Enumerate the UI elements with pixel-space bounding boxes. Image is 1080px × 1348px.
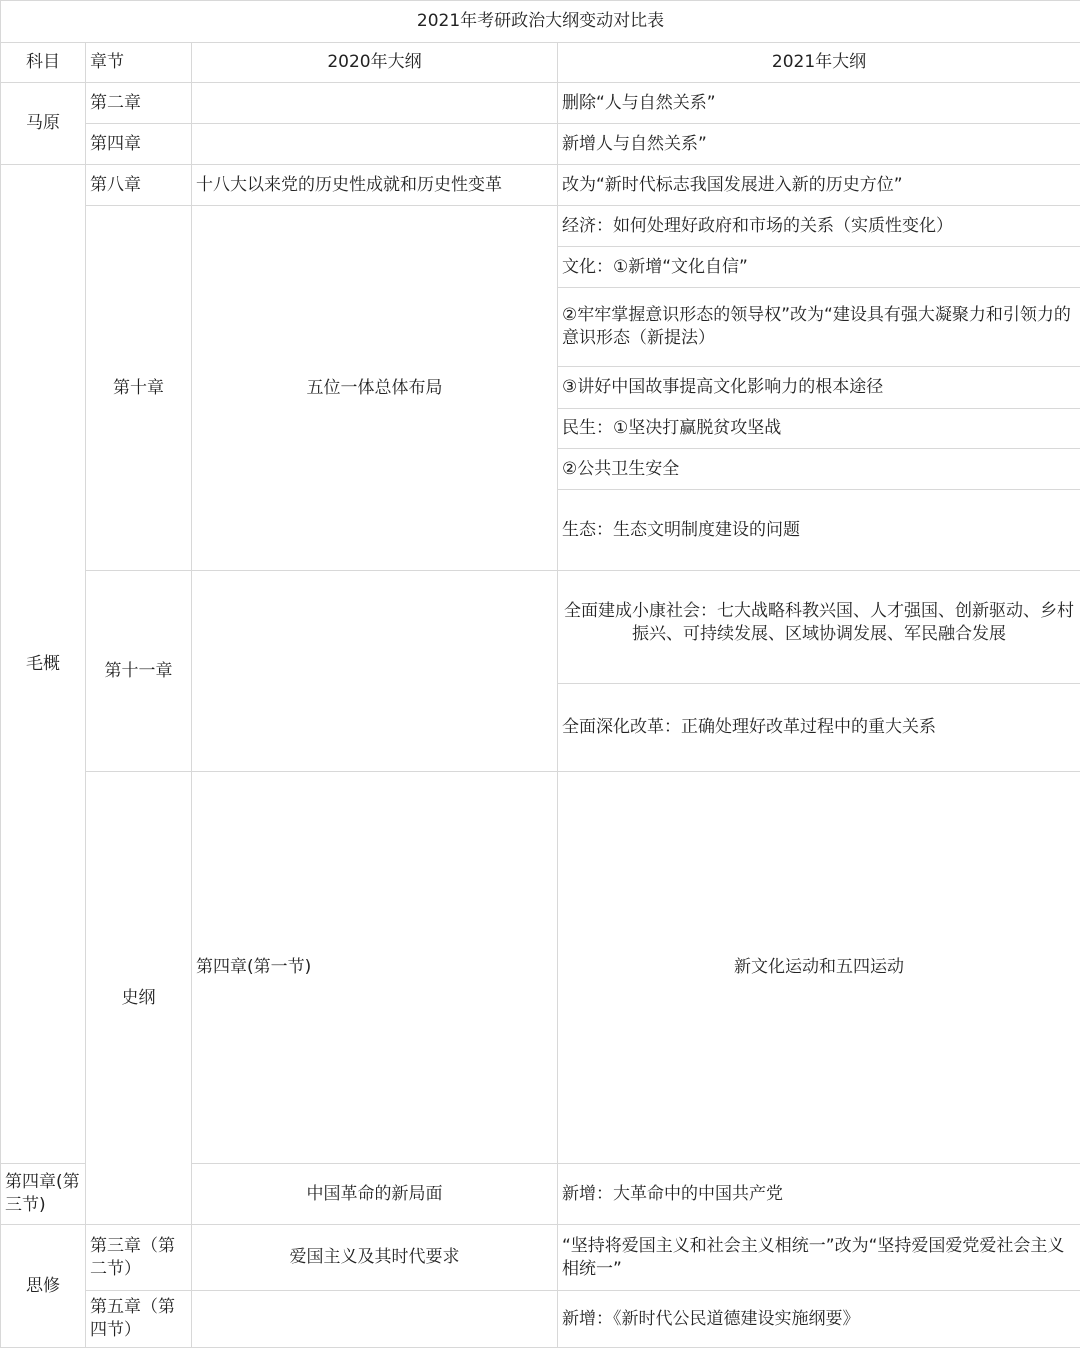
outline-2021-cell: 经济：如何处理好政府和市场的关系（实质性变化） [558,206,1080,247]
outline-2021-cell: 新增：大革命中的中国共产党 [558,1164,1080,1225]
outline-2020-cell: 新文化运动和五四运动 [558,772,1080,1164]
outline-2020-cell: 爱国主义及其时代要求 [192,1225,558,1291]
chapter-cell: 第十一章 [86,571,192,772]
header-subject: 科目 [1,43,86,83]
outline-2021-cell: 全面建成小康社会：七大战略科教兴国、人才强国、创新驱动、乡村振兴、可持续发展、区域协调发展、军民融合发展 [558,571,1080,684]
subject-maogai: 毛概 [1,165,86,1164]
outline-2021-cell: 民生：①坚决打赢脱贫攻坚战 [558,409,1080,449]
outline-2021-cell: 生态：生态文明制度建设的问题 [558,490,1080,571]
outline-2021-cell: 新增：《新时代公民道德建设实施纲要》 [558,1291,1080,1348]
chapter-cell: 第四章(第三节) [1,1164,86,1225]
outline-2020-cell [192,124,558,165]
outline-2021-cell: 文化：①新增“文化自信” [558,247,1080,288]
chapter-cell: 第四章(第一节) [192,772,558,1164]
outline-2020-cell: 五位一体总体布局 [192,206,558,571]
subject-mayuan: 马原 [1,83,86,165]
chapter-cell: 第八章 [86,165,192,206]
outline-2021-cell: 新增人与自然关系” [558,124,1080,165]
outline-2021-cell: 改为“新时代标志我国发展进入新的历史方位” [558,165,1080,206]
chapter-cell: 第二章 [86,83,192,124]
outline-2020-cell [192,1291,558,1348]
outline-2021-cell: ③讲好中国故事提高文化影响力的根本途径 [558,367,1080,409]
outline-2020-cell: 中国革命的新局面 [192,1164,558,1225]
header-chapter: 章节 [86,43,192,83]
outline-2020-cell [192,83,558,124]
table-title: 2021年考研政治大纲变动对比表 [1,1,1080,43]
outline-2020-cell: 十八大以来党的历史性成就和历史性变革 [192,165,558,206]
subject-shigang: 史纲 [86,772,192,1225]
chapter-cell: 第十章 [86,206,192,571]
header-2020: 2020年大纲 [192,43,558,83]
header-2021: 2021年大纲 [558,43,1080,83]
outline-2021-cell: ②公共卫生安全 [558,449,1080,490]
outline-2020-cell [192,571,558,772]
chapter-cell: 第五章（第四节） [86,1291,192,1348]
chapter-cell: 第四章 [86,124,192,165]
outline-2021-cell: ②牢牢掌握意识形态的领导权”改为“建设具有强大凝聚力和引领力的意识形态（新提法） [558,288,1080,367]
chapter-cell: 第三章（第二节） [86,1225,192,1291]
outline-2021-cell: “坚持将爱国主义和社会主义相统一”改为“坚持爱国爱党爱社会主义相统一” [558,1225,1080,1291]
outline-2021-cell: 全面深化改革：正确处理好改革过程中的重大关系 [558,684,1080,772]
subject-sixiu: 思修 [1,1225,86,1348]
outline-2021-cell: 删除“人与自然关系” [558,83,1080,124]
